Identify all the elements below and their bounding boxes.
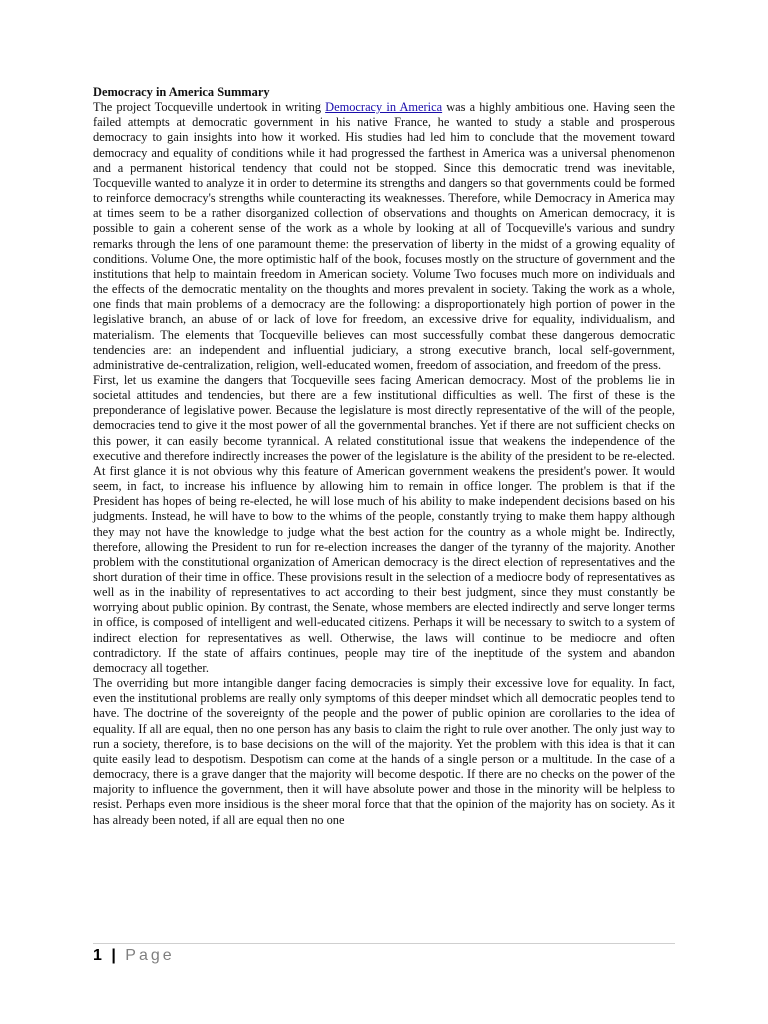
paragraph-1-text-a: The project Tocqueville undertook in writing <box>93 100 326 115</box>
democracy-in-america-link[interactable]: Democracy in America <box>325 100 443 115</box>
page-number: 1 <box>93 947 102 964</box>
paragraph-1-text-b: was a highly ambitious one. Having seen the failed attempts at democratic government in his native France, he wanted to study a stable and prosperous democracy to gain insights into how it worked. His studies had led him to conclude that the movement toward democracy and equality of conditions while it had progressed the farthest in America was a universal phenomenon and a permanent historical tendency that could not be stopped. Since this democratic trend was inevitable, Tocqueville wanted to analyze it in order to determine its strengths and dangers so that governments could be formed to reinforce democracy's strengths while counteracting its weaknesses. Therefore, while Democracy in America may at times seem to be a rather disorganized collection of observations and thoughts on American democracy, it is possible to gain a coherent sense of the work as a whole by looking at all of Tocqueville's various and sundry remarks through the lens of one paramount theme: the preservation of liberty in the midst of a growing equality of conditions. Volume One, the more optimistic half of the book, focuses mostly on the structure of government and the institutions that help to maintain freedom in American society. Volume Two focuses much more on individuals and the effects of the democratic mentality on the thoughts and mores prevalent in society. Taking the work as a whole, one finds that main problems of a democracy are the following: a disproportionately high portion of power in the legislative branch, an abuse of or lack of love for freedom, an excessive drive for equality, individualism, and materialism. The elements that Tocqueville believes can most successfully combat these dangerous democratic tendencies are: an independent and influential judiciary, a strong executive branch, local self-government, administrative de-centralization, religion, well-educated women, freedom of association, and freedom of the press. <box>93 100 675 372</box>
document-body <box>93 85 675 828</box>
page-label: Page <box>125 947 175 964</box>
footer-separator: | <box>111 947 116 964</box>
paragraph-2: First, let us examine the dangers that Tocqueville sees facing American democracy. Most of the problems lie in societal attitudes and tendencies, but there are a few institutional difficulties as well. The first of these is the preponderance of legislative power. Because the legislature is most directly representative of the will of the people, democracies tend to give it the most power of all the governmental branches. Yet if there are not sufficient checks on this power, it can easily become tyrannical. A related constitutional issue that weakens the independence of the executive and therefore indirectly increases the power of the legislature is the ability of the president to be re-elected. At first glance it is not obvious why this feature of American government weakens the president's power. It would seem, in fact, to increase his influence by allowing him to remain in office longer. The problem is that if the President has hopes of being re-elected, he will lose much of his ability to make independent decisions based on his judgments. Instead, he will have to bow to the whims of the people, constantly trying to make them happy although they may not have the knowledge to judge what the best action for the country as a whole might be. Indirectly, therefore, allowing the President to run for re-election increases the danger of the tyranny of the majority. Another problem with the constitutional organization of American democracy is the direct election of representatives and the short duration of their time in office. These provisions result in the selection of a mediocre body of representatives as well as in the inability of representatives to act according to their best judgment, since they must constantly be worrying about public opinion. By contrast, the Senate, whose members are elected indirectly and serve longer terms in office, is composed of intelligent and well-educated citizens. Perhaps it will be necessary to switch to a system of indirect election for representatives as well. Otherwise, the laws will continue to be mediocre and often contradictory. If the state of affairs continues, people may tire of the ineptitude of the system and abandon democracy all together. <box>93 372 675 675</box>
page-footer <box>93 943 675 964</box>
paragraph-3: The overriding but more intangible danger facing democracies is simply their excessive love for equality. In fact, even the institutional problems are really only symptoms of this deeper mindset which all democratic peoples tend to have. The doctrine of the sovereignty of the people and the power of public opinion are corollaries to the idea of equality. If all are equal, then no one person has any basis to claim the right to rule over another. The only just way to run a society, therefore, is to base decisions on the will of the majority. Yet the problem with this idea is that it can quite easily lead to despotism. Despotism can come at the hands of a single person or a multitude. In the case of a democracy, there is a grave danger that the majority will become despotic. If there are no checks on the power of the majority to influence the government, then it will have absolute power and those in the minority will be helpless to resist. Perhaps even more insidious is the sheer moral force that that the opinion of the majority has on society. As it has already been noted, if all are equal then no one <box>93 676 675 827</box>
page-footer-line <box>93 947 175 965</box>
document-title: Democracy in America Summary <box>93 85 270 99</box>
paragraph-1 <box>93 100 675 373</box>
